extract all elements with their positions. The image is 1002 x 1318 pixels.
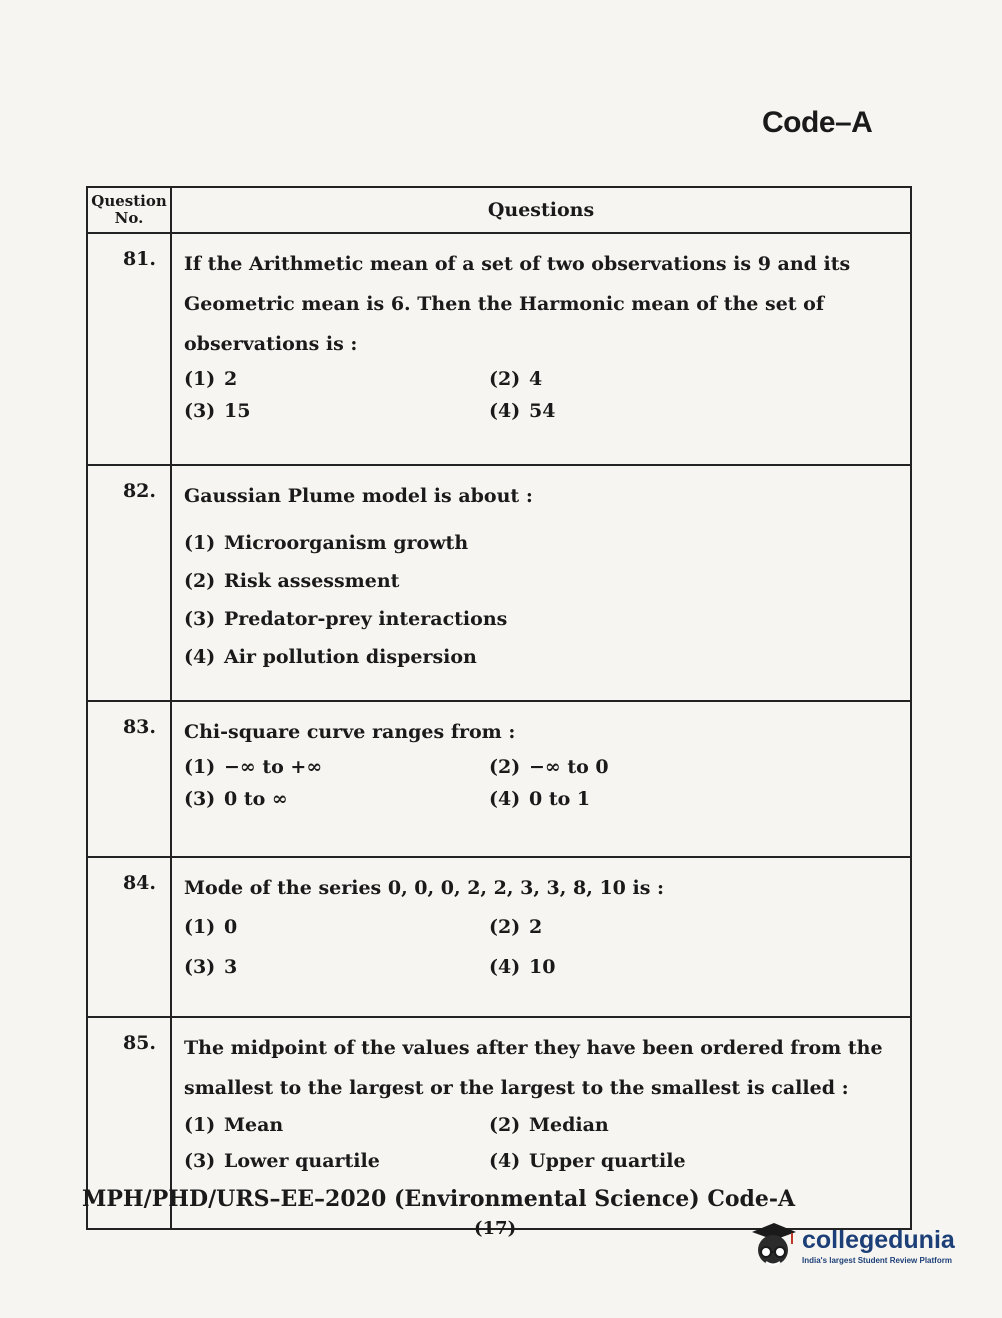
option — [184, 608, 900, 630]
option — [489, 400, 900, 422]
option — [184, 1150, 489, 1172]
option — [184, 1114, 489, 1136]
option-number: (4) — [489, 1150, 521, 1172]
option-number: (4) — [184, 646, 216, 668]
option — [184, 532, 900, 554]
exam-footer: MPH/PHD/URS–EE–2020 (Environmental Science) Code-A — [82, 1186, 796, 1212]
option-text: Lower quartile — [224, 1150, 380, 1172]
brand-tagline: India's largest Student Review Platform — [802, 1256, 952, 1265]
option — [184, 788, 489, 810]
option — [184, 956, 489, 978]
collegedunia-mascot-icon — [744, 1218, 800, 1274]
option-text: −∞ to 0 — [529, 756, 609, 778]
question-text: Mode of the series 0, 0, 0, 2, 2, 3, 3, 8, 10 is : — [184, 877, 665, 899]
option-number: (2) — [489, 368, 521, 390]
option-text: 2 — [224, 368, 238, 390]
option — [184, 570, 900, 592]
option-text: Median — [529, 1114, 609, 1136]
option — [184, 400, 489, 422]
exam-code: Code–A — [762, 106, 873, 139]
option-text: Microorganism growth — [224, 532, 469, 554]
option — [184, 646, 900, 668]
option — [489, 1150, 900, 1172]
option-text: 0 to ∞ — [224, 788, 288, 810]
option-number: (2) — [184, 570, 216, 592]
option-text: 3 — [224, 956, 238, 978]
question-no-header: Question No. — [87, 187, 171, 233]
option-number: (2) — [489, 756, 521, 778]
question-row — [87, 701, 911, 857]
option — [489, 1114, 900, 1136]
option-number: (1) — [184, 532, 216, 554]
option-number: (2) — [489, 1114, 521, 1136]
option-number: (4) — [489, 788, 521, 810]
option — [489, 916, 900, 938]
option-text: −∞ to +∞ — [224, 756, 323, 778]
option-number: (1) — [184, 1114, 216, 1136]
option — [489, 368, 900, 390]
option — [489, 956, 900, 978]
option-number: (1) — [184, 368, 216, 390]
option-text: Mean — [224, 1114, 284, 1136]
question-text: Gaussian Plume model is about : — [184, 485, 533, 507]
options-list — [184, 532, 900, 668]
option-number: (3) — [184, 400, 216, 422]
question-number: 81. — [87, 233, 171, 465]
question-text: The midpoint of the values after they have been ordered from the smallest to the largest or the largest to the smallest is called : — [184, 1037, 883, 1099]
option — [489, 788, 900, 810]
options-grid — [184, 368, 900, 422]
option-number: (3) — [184, 956, 216, 978]
option-text: 0 to 1 — [529, 788, 591, 810]
question-text: If the Arithmetic mean of a set of two observations is 9 and its Geometric mean is 6. Then the Harmonic mean of the set of observations is : — [184, 253, 851, 355]
option — [184, 756, 489, 778]
question-number: 82. — [87, 465, 171, 701]
question-row — [87, 465, 911, 701]
question-row — [87, 233, 911, 465]
question-number: 84. — [87, 857, 171, 1017]
question-cell — [171, 701, 911, 857]
page-number: (17) — [474, 1218, 517, 1239]
option-text: 0 — [224, 916, 238, 938]
option-number: (2) — [489, 916, 521, 938]
question-text: Chi-square curve ranges from : — [184, 721, 516, 743]
option-number: (3) — [184, 1150, 216, 1172]
watermark — [744, 1218, 955, 1274]
option-number: (1) — [184, 916, 216, 938]
option-text: Upper quartile — [529, 1150, 686, 1172]
option-text: Air pollution dispersion — [224, 646, 477, 668]
option-text: 2 — [529, 916, 543, 938]
question-cell — [171, 465, 911, 701]
option-text: 54 — [529, 400, 556, 422]
question-number: 85. — [87, 1017, 171, 1229]
option-number: (3) — [184, 788, 216, 810]
question-cell — [171, 233, 911, 465]
option-text: 15 — [224, 400, 251, 422]
option-text: 4 — [529, 368, 543, 390]
option-number: (4) — [489, 400, 521, 422]
option — [184, 368, 489, 390]
option-text: 10 — [529, 956, 556, 978]
option-number: (3) — [184, 608, 216, 630]
option-text: Predator-prey interactions — [224, 608, 508, 630]
questions-table — [86, 186, 912, 1230]
option — [489, 756, 900, 778]
question-row — [87, 857, 911, 1017]
options-grid — [184, 756, 900, 810]
option — [184, 916, 489, 938]
option-number: (1) — [184, 756, 216, 778]
question-cell — [171, 857, 911, 1017]
table-header-row — [87, 187, 911, 233]
questions-header: Questions — [171, 187, 911, 233]
question-number: 83. — [87, 701, 171, 857]
options-grid — [184, 1114, 900, 1172]
option-text: Risk assessment — [224, 570, 400, 592]
option-number: (4) — [489, 956, 521, 978]
options-grid — [184, 916, 900, 978]
brand-name: collegedunia — [802, 1226, 955, 1254]
